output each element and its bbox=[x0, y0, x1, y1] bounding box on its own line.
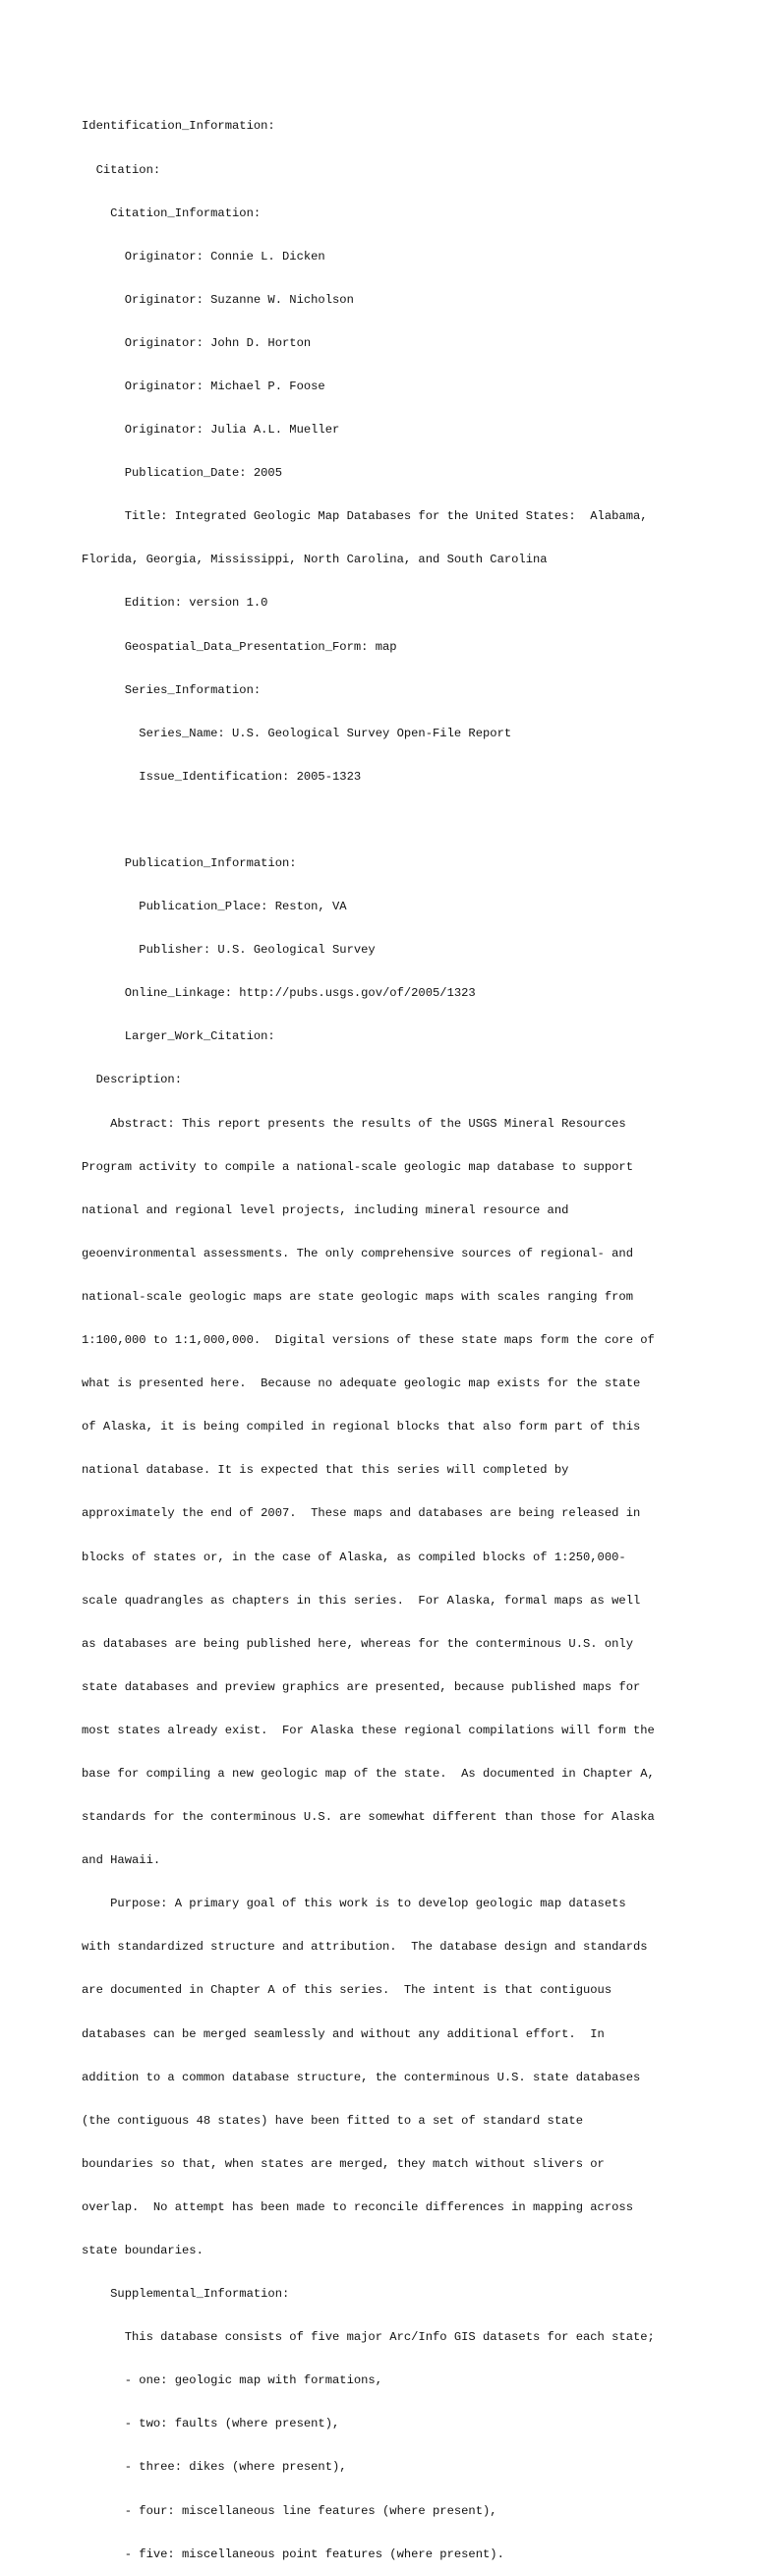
edition-line: Edition: version 1.0 bbox=[82, 596, 268, 611]
abstract-line: 1:100,000 to 1:1,000,000. Digital versions of these state maps form the core of bbox=[82, 1333, 655, 1348]
abstract-line: approximately the end of 2007. These maps and databases are being released in bbox=[82, 1506, 641, 1521]
abstract-line: national and regional level projects, including mineral resource and bbox=[82, 1202, 569, 1217]
metadata-line: Citation_Information: bbox=[82, 205, 262, 220]
series-name-line: Series_Name: U.S. Geological Survey Open-File Report bbox=[82, 726, 512, 740]
purpose-line: with standardized structure and attribution. The database design and standards bbox=[82, 1940, 648, 1955]
title-line: Title: Integrated Geologic Map Databases for the United States: Alabama, bbox=[82, 509, 648, 524]
originator-line: Originator: John D. Horton bbox=[82, 335, 312, 350]
abstract-line: as databases are being published here, whereas for the conterminous U.S. only bbox=[82, 1636, 633, 1651]
originator-line: Originator: Julia A.L. Mueller bbox=[82, 423, 340, 438]
issue-id-line: Issue_Identification: 2005-1323 bbox=[82, 769, 362, 784]
abstract-line: national database. It is expected that this series will completed by bbox=[82, 1463, 569, 1478]
originator-line: Originator: Michael P. Foose bbox=[82, 379, 325, 393]
abstract-line: and Hawaii. bbox=[82, 1853, 161, 1868]
abstract-line: national-scale geologic maps are state geologic maps with scales ranging from bbox=[82, 1289, 633, 1304]
dataset-list-item: - three: dikes (where present), bbox=[82, 2460, 347, 2475]
metadata-line: Description: bbox=[82, 1073, 182, 1087]
abstract-line: geoenvironmental assessments. The only comprehensive sources of regional- and bbox=[82, 1246, 633, 1260]
purpose-line: addition to a common database structure, the conterminous U.S. state databases bbox=[82, 2070, 641, 2084]
metadata-line: Larger_Work_Citation: bbox=[82, 1029, 275, 1044]
purpose-line: are documented in Chapter A of this series. The intent is that contiguous bbox=[82, 1983, 612, 1998]
dataset-list-item: - two: faults (where present), bbox=[82, 2417, 340, 2431]
abstract-line: what is presented here. Because no adequate geologic map exists for the state bbox=[82, 1376, 641, 1391]
metadata-line: Supplemental_Information: bbox=[82, 2287, 290, 2302]
metadata-line: Series_Information: bbox=[82, 682, 262, 697]
originator-line: Originator: Suzanne W. Nicholson bbox=[82, 292, 354, 307]
abstract-line: state databases and preview graphics are presented, because published maps for bbox=[82, 1679, 641, 1694]
supplemental-line: This database consists of five major Arc/Info GIS datasets for each state; bbox=[82, 2330, 655, 2345]
abstract-line: Abstract: This report presents the results of the USGS Mineral Resources bbox=[82, 1116, 626, 1131]
publication-place-line: Publication_Place: Reston, VA bbox=[82, 900, 347, 914]
abstract-line: base for compiling a new geologic map of the state. As documented in Chapter A, bbox=[82, 1766, 655, 1781]
blank-line bbox=[82, 813, 740, 828]
dataset-list-item: - four: miscellaneous line features (where present), bbox=[82, 2503, 497, 2518]
dataset-list-item: - five: miscellaneous point features (where present). bbox=[82, 2547, 504, 2561]
purpose-line: overlap. No attempt has been made to reconcile differences in mapping across bbox=[82, 2199, 633, 2214]
purpose-line: state boundaries. bbox=[82, 2244, 204, 2257]
purpose-line: Purpose: A primary goal of this work is to develop geologic map datasets bbox=[82, 1897, 626, 1911]
title-line: Florida, Georgia, Mississippi, North Carolina, and South Carolina bbox=[82, 553, 548, 567]
metadata-document bbox=[82, 90, 740, 2576]
abstract-line: Program activity to compile a national-scale geologic map database to support bbox=[82, 1159, 633, 1174]
publisher-line: Publisher: U.S. Geological Survey bbox=[82, 943, 376, 958]
metadata-line: Identification_Information: bbox=[82, 119, 275, 134]
presentation-form-line: Geospatial_Data_Presentation_Form: map bbox=[82, 639, 397, 654]
abstract-line: scale quadrangles as chapters in this series. For Alaska, formal maps as well bbox=[82, 1593, 641, 1608]
abstract-line: most states already exist. For Alaska these regional compilations will form the bbox=[82, 1723, 655, 1737]
purpose-line: (the contiguous 48 states) have been fitted to a set of standard state bbox=[82, 2113, 583, 2128]
purpose-line: boundaries so that, when states are merged, they match without slivers or bbox=[82, 2156, 605, 2171]
metadata-line: Citation: bbox=[82, 162, 161, 177]
abstract-line: of Alaska, it is being compiled in regional blocks that also form part of this bbox=[82, 1420, 641, 1434]
abstract-line: blocks of states or, in the case of Alaska, as compiled blocks of 1:250,000- bbox=[82, 1550, 626, 1564]
dataset-list-item: - one: geologic map with formations, bbox=[82, 2373, 382, 2388]
publication-date-line: Publication_Date: 2005 bbox=[82, 466, 282, 481]
abstract-line: standards for the conterminous U.S. are somewhat different than those for Alaska bbox=[82, 1810, 655, 1825]
online-linkage-line: Online_Linkage: http://pubs.usgs.gov/of/2005/1323 bbox=[82, 986, 476, 1001]
purpose-line: databases can be merged seamlessly and without any additional effort. In bbox=[82, 2026, 605, 2041]
originator-line: Originator: Connie L. Dicken bbox=[82, 249, 325, 263]
metadata-line: Publication_Information: bbox=[82, 856, 297, 870]
